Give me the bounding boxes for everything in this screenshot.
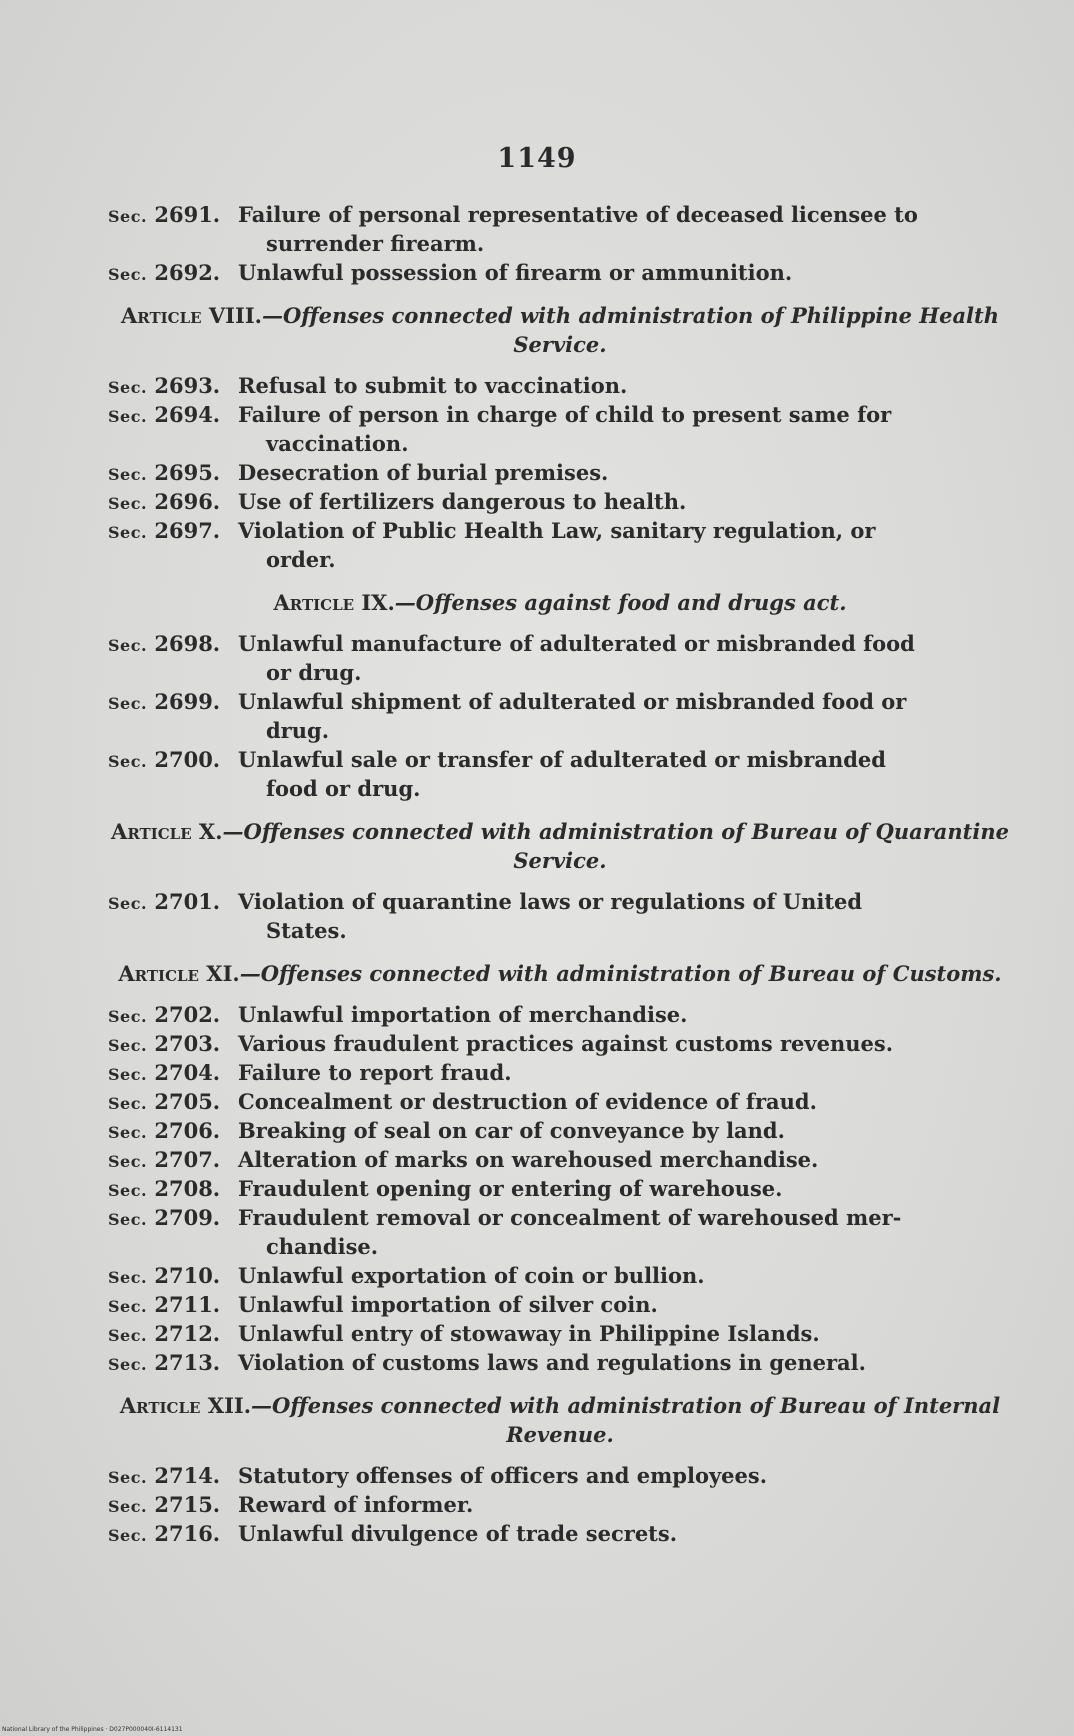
section-title-line: Unlawful manufacture of adulterated or misbranded food xyxy=(238,631,915,656)
section-number-value: 2712. xyxy=(154,1321,221,1346)
section-number xyxy=(108,400,243,431)
article-label: Article XII. xyxy=(119,1393,252,1418)
section-prefix: Sec. xyxy=(108,407,148,426)
section-title xyxy=(238,1319,1020,1348)
section-entry xyxy=(100,1174,1020,1203)
section-title-line: Fraudulent opening or entering of warehouse. xyxy=(238,1176,783,1201)
section-number-value: 2716. xyxy=(154,1521,221,1546)
section-prefix: Sec. xyxy=(108,1210,148,1229)
section-entry xyxy=(100,487,1020,516)
section-title xyxy=(238,1116,1020,1145)
section-number xyxy=(108,1261,243,1292)
section-entry xyxy=(100,1029,1020,1058)
section-entry xyxy=(100,1203,1020,1261)
section-number xyxy=(108,1319,243,1350)
section-entry xyxy=(100,258,1020,287)
section-number xyxy=(108,1029,243,1060)
section-title xyxy=(238,1490,1020,1519)
section-entry xyxy=(100,1116,1020,1145)
section-number-value: 2709. xyxy=(154,1205,221,1230)
section-title xyxy=(238,200,1020,258)
section-prefix: Sec. xyxy=(108,1526,148,1545)
section-title-line: Unlawful importation of merchandise. xyxy=(238,1002,688,1027)
section-entry xyxy=(100,1261,1020,1290)
article-label: Article XI. xyxy=(118,961,240,986)
section-entry xyxy=(100,629,1020,687)
section-number-value: 2698. xyxy=(154,631,221,656)
section-prefix: Sec. xyxy=(108,694,148,713)
section-number-value: 2692. xyxy=(154,260,221,285)
section-title xyxy=(238,1145,1020,1174)
section-prefix: Sec. xyxy=(108,752,148,771)
section-number-value: 2710. xyxy=(154,1263,221,1288)
section-number-value: 2705. xyxy=(154,1089,221,1114)
section-number-value: 2708. xyxy=(154,1176,221,1201)
section-title xyxy=(238,887,1020,945)
article-heading xyxy=(100,301,1020,359)
section-prefix: Sec. xyxy=(108,494,148,513)
section-prefix: Sec. xyxy=(108,1123,148,1142)
section-title-line: Various fraudulent practices against customs revenues. xyxy=(238,1031,893,1056)
article-heading xyxy=(100,1391,1020,1449)
section-number xyxy=(108,1348,243,1379)
section-entry xyxy=(100,1319,1020,1348)
section-number-value: 2704. xyxy=(154,1060,221,1085)
section-title xyxy=(238,371,1020,400)
section-title-line: Fraudulent removal or concealment of warehoused mer- xyxy=(238,1205,902,1230)
section-title-line: Desecration of burial premises. xyxy=(238,460,609,485)
section-prefix: Sec. xyxy=(108,1497,148,1516)
section-title-line: Unlawful entry of stowaway in Philippine Islands. xyxy=(238,1321,820,1346)
section-prefix: Sec. xyxy=(108,1152,148,1171)
section-title xyxy=(238,1203,1020,1261)
section-prefix: Sec. xyxy=(108,1181,148,1200)
section-number xyxy=(108,687,243,718)
page-number: 1149 xyxy=(497,143,577,174)
article-title: —Offenses connected with administration of Bureau of Internal Revenue. xyxy=(251,1393,1001,1447)
section-entry xyxy=(100,1519,1020,1548)
section-title xyxy=(238,629,1020,687)
section-number-value: 2706. xyxy=(154,1118,221,1143)
section-title-line: drug. xyxy=(266,718,330,743)
section-title-line: Failure of personal representative of deceased licensee to xyxy=(238,202,918,227)
section-number-value: 2702. xyxy=(154,1002,221,1027)
section-entry xyxy=(100,1490,1020,1519)
section-number xyxy=(108,629,243,660)
section-entry xyxy=(100,1290,1020,1319)
section-title xyxy=(238,687,1020,745)
section-number-value: 2714. xyxy=(154,1463,221,1488)
section-title xyxy=(238,487,1020,516)
section-number xyxy=(108,1203,243,1234)
section-entry xyxy=(100,516,1020,574)
section-title-line: Unlawful exportation of coin or bullion. xyxy=(238,1263,705,1288)
article-heading xyxy=(100,959,1020,988)
section-title xyxy=(238,1519,1020,1548)
section-number-value: 2699. xyxy=(154,689,221,714)
section-title-line: Use of fertilizers dangerous to health. xyxy=(238,489,687,514)
section-title-line: Unlawful shipment of adulterated or misbranded food or xyxy=(238,689,907,714)
section-number xyxy=(108,1490,243,1521)
section-title xyxy=(238,400,1020,458)
section-number xyxy=(108,1000,243,1031)
section-number-value: 2696. xyxy=(154,489,221,514)
section-title xyxy=(238,1174,1020,1203)
section-title-line: Failure to report fraud. xyxy=(238,1060,512,1085)
section-number xyxy=(108,258,243,289)
section-title-line: Reward of informer. xyxy=(238,1492,474,1517)
section-prefix: Sec. xyxy=(108,465,148,484)
section-entry xyxy=(100,1058,1020,1087)
section-title-line: Refusal to submit to vaccination. xyxy=(238,373,628,398)
section-number xyxy=(108,1174,243,1205)
section-entry xyxy=(100,371,1020,400)
section-title-line: Violation of quarantine laws or regulations of United xyxy=(238,889,863,914)
section-number xyxy=(108,1519,243,1550)
section-entry xyxy=(100,1087,1020,1116)
section-title-line: or drug. xyxy=(266,660,362,685)
section-number-value: 2711. xyxy=(154,1292,221,1317)
section-title-line: vaccination. xyxy=(266,431,409,456)
section-number xyxy=(108,1087,243,1118)
section-entry xyxy=(100,200,1020,258)
section-title-line: food or drug. xyxy=(266,776,421,801)
section-number-value: 2713. xyxy=(154,1350,221,1375)
section-title xyxy=(238,1261,1020,1290)
article-title: —Offenses connected with administration of Philippine Health Service. xyxy=(261,303,1000,357)
section-entry xyxy=(100,1461,1020,1490)
section-prefix: Sec. xyxy=(108,1065,148,1084)
section-title xyxy=(238,516,1020,574)
section-title-line: order. xyxy=(266,547,336,572)
section-title-line: Breaking of seal on car of conveyance by land. xyxy=(238,1118,785,1143)
section-title-line: Alteration of marks on warehoused merchandise. xyxy=(238,1147,819,1172)
section-prefix: Sec. xyxy=(108,1007,148,1026)
section-prefix: Sec. xyxy=(108,523,148,542)
section-number-value: 2697. xyxy=(154,518,221,543)
article-title: —Offenses connected with administration of Bureau of Quarantine Service. xyxy=(222,819,1009,873)
section-title-line: Statutory offenses of officers and employees. xyxy=(238,1463,768,1488)
section-title-line: Violation of Public Health Law, sanitary regulation, or xyxy=(238,518,876,543)
section-title xyxy=(238,258,1020,287)
section-number-value: 2707. xyxy=(154,1147,221,1172)
section-prefix: Sec. xyxy=(108,1036,148,1055)
section-title-line: chandise. xyxy=(266,1234,379,1259)
section-entry xyxy=(100,1348,1020,1377)
section-number xyxy=(108,487,243,518)
section-title xyxy=(238,458,1020,487)
section-number xyxy=(108,1290,243,1321)
section-title xyxy=(238,1000,1020,1029)
section-prefix: Sec. xyxy=(108,1268,148,1287)
section-title-line: Unlawful importation of silver coin. xyxy=(238,1292,658,1317)
section-prefix: Sec. xyxy=(108,265,148,284)
section-number xyxy=(108,1461,243,1492)
section-prefix: Sec. xyxy=(108,378,148,397)
section-number xyxy=(108,1145,243,1176)
section-title xyxy=(238,745,1020,803)
section-number xyxy=(108,745,243,776)
article-title: —Offenses connected with administration of Bureau of Customs. xyxy=(239,961,1002,986)
section-prefix: Sec. xyxy=(108,1297,148,1316)
section-prefix: Sec. xyxy=(108,1094,148,1113)
section-entry xyxy=(100,687,1020,745)
article-label: Article IX. xyxy=(273,590,395,615)
section-prefix: Sec. xyxy=(108,636,148,655)
section-title xyxy=(238,1029,1020,1058)
section-title-line: Failure of person in charge of child to present same for xyxy=(238,402,892,427)
section-number xyxy=(108,1058,243,1089)
section-entry xyxy=(100,458,1020,487)
article-heading xyxy=(100,817,1020,875)
section-number-value: 2715. xyxy=(154,1492,221,1517)
section-entry xyxy=(100,1145,1020,1174)
section-number-value: 2693. xyxy=(154,373,221,398)
section-entry xyxy=(100,1000,1020,1029)
section-prefix: Sec. xyxy=(108,207,148,226)
article-label: Article VIII. xyxy=(120,303,262,328)
section-title-line: Violation of customs laws and regulations in general. xyxy=(238,1350,866,1375)
section-title-line: States. xyxy=(266,918,347,943)
section-number-value: 2691. xyxy=(154,202,221,227)
section-title-line: surrender firearm. xyxy=(266,231,485,256)
section-prefix: Sec. xyxy=(108,1326,148,1345)
section-title-line: Unlawful sale or transfer of adulterated or misbranded xyxy=(238,747,886,772)
section-title xyxy=(238,1058,1020,1087)
section-prefix: Sec. xyxy=(108,1468,148,1487)
article-label: Article X. xyxy=(111,819,223,844)
section-number-value: 2701. xyxy=(154,889,221,914)
section-entry xyxy=(100,400,1020,458)
section-number xyxy=(108,458,243,489)
section-title xyxy=(238,1348,1020,1377)
section-number-value: 2703. xyxy=(154,1031,221,1056)
section-title xyxy=(238,1461,1020,1490)
section-title-line: Unlawful divulgence of trade secrets. xyxy=(238,1521,678,1546)
article-heading xyxy=(100,588,1020,617)
section-number xyxy=(108,887,243,918)
section-number xyxy=(108,516,243,547)
section-number-value: 2700. xyxy=(154,747,221,772)
section-entry xyxy=(100,887,1020,945)
section-title-line: Unlawful possession of firearm or ammunition. xyxy=(238,260,793,285)
section-number xyxy=(108,371,243,402)
section-title-line: Concealment or destruction of evidence of fraud. xyxy=(238,1089,817,1114)
scan-footer: National Library of the Philippines · D027P000040I-6114131 xyxy=(2,1726,183,1733)
section-title xyxy=(238,1087,1020,1116)
section-title xyxy=(238,1290,1020,1319)
section-prefix: Sec. xyxy=(108,894,148,913)
table-of-contents xyxy=(100,200,1020,1548)
section-prefix: Sec. xyxy=(108,1355,148,1374)
section-number-value: 2694. xyxy=(154,402,221,427)
section-number xyxy=(108,1116,243,1147)
section-number-value: 2695. xyxy=(154,460,221,485)
section-number xyxy=(108,200,243,231)
section-entry xyxy=(100,745,1020,803)
article-title: —Offenses against food and drugs act. xyxy=(394,590,847,615)
